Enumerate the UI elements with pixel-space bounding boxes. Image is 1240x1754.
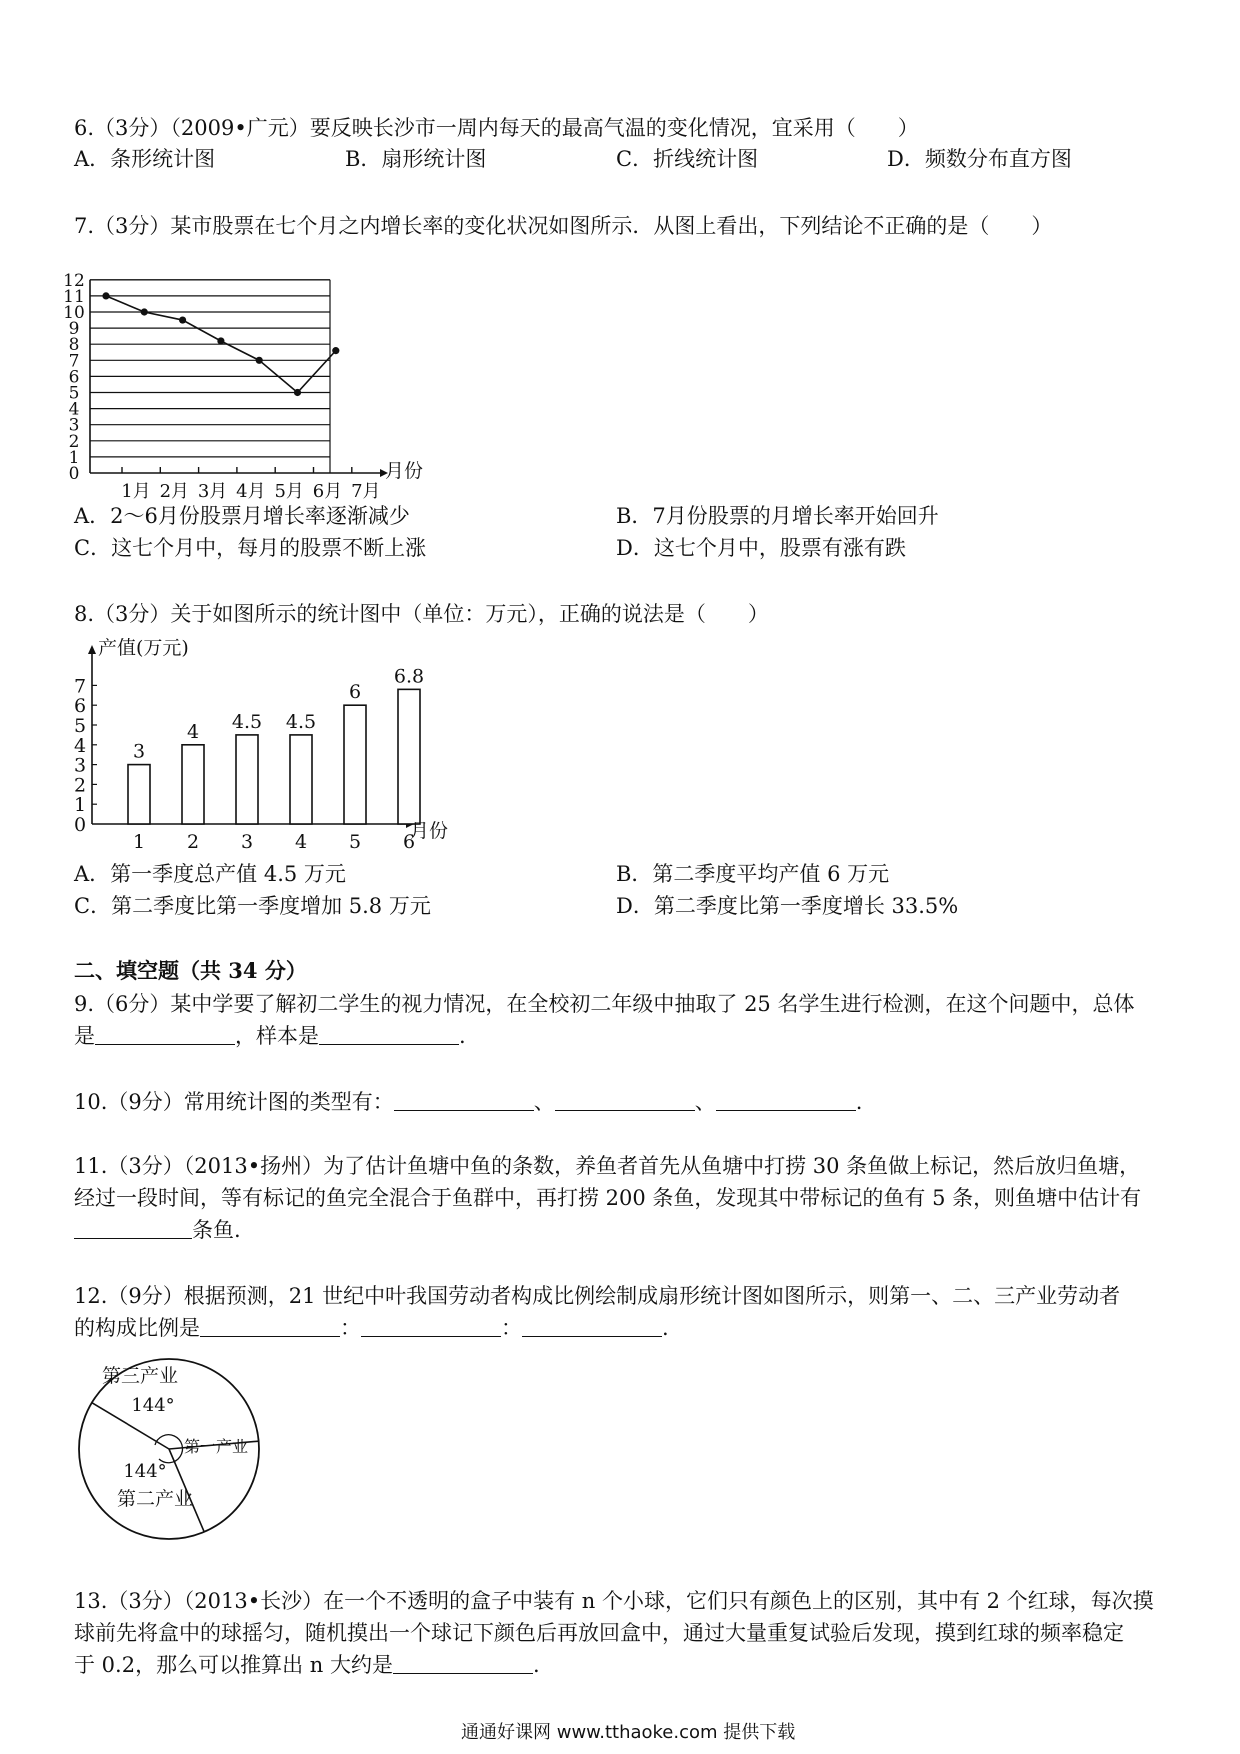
q6-option-b: B．扇形统计图 <box>345 147 487 171</box>
q9-line-1: 9.（6分）某中学要了解初二学生的视力情况，在全校初二年级中抽取了 25 名学生进行检测，在这个问题中，总体 <box>74 992 1135 1016</box>
bar-chart-y-arrow <box>88 645 96 654</box>
bar-chart-data-label: 6.8 <box>393 665 425 688</box>
bar-chart-y-tick: 3 <box>73 754 87 777</box>
pie-angle-secondary: 144° <box>123 1461 167 1482</box>
q8-stem: 8.（3分）关于如图所示的统计图中（单位：万元），正确的说法是（ ） <box>74 602 769 626</box>
bar-chart-data-label: 3 <box>132 740 146 763</box>
q12-line-1: 12.（9分）根据预测，21 世纪中叶我国劳动者构成比例绘制成扇形统计图如图所示，则第一、二、三产业劳动者 <box>74 1284 1121 1308</box>
line-chart-x-tick-label: 5月 <box>274 481 304 502</box>
q10-blank-1[interactable] <box>394 1090 534 1111</box>
q11-line-1: 11.（3分）（2013•扬州）为了估计鱼塘中鱼的条数，养鱼者首先从鱼塘中打捞 30 条鱼做上标记，然后放归鱼塘， <box>74 1154 1141 1178</box>
line-chart-x-tick-label: 7月 <box>351 481 381 502</box>
bar-chart-y-tick: 0 <box>73 814 87 836</box>
line-chart-point <box>102 292 109 299</box>
q13-blank[interactable] <box>393 1653 533 1674</box>
q7-option-a: A．2～6月份股票月增长率逐渐减少 <box>74 504 410 528</box>
q11-line-3 <box>74 1214 241 1244</box>
q8-bar-chart <box>60 630 460 853</box>
q9-blank-population[interactable] <box>95 1024 235 1045</box>
q6-option-c: C．折线统计图 <box>616 147 759 171</box>
q9-text-c: . <box>459 1024 466 1048</box>
q8-option-a: A．第一季度总产值 4.5 万元 <box>74 862 346 886</box>
q12-sep-2: ： <box>501 1316 522 1340</box>
q12-blank-3[interactable] <box>522 1316 662 1337</box>
bar-chart-x-tick-label: 4 <box>294 831 308 853</box>
bar-chart-y-tick: 4 <box>73 734 87 757</box>
q13-text: 于 0.2，那么可以推算出 n 大约是 <box>74 1653 393 1677</box>
bar-chart-x-tick-label: 3 <box>240 831 254 853</box>
line-chart-x-tick-label: 6月 <box>312 481 343 502</box>
bar-chart-bar <box>128 765 150 824</box>
q9-line-2 <box>74 1020 466 1050</box>
q11-blank[interactable] <box>74 1218 192 1239</box>
pie-label-secondary: 第二产业 <box>116 1488 194 1510</box>
q7-line-chart <box>55 245 424 505</box>
q11-text: 条鱼. <box>192 1218 241 1242</box>
bar-chart-y-tick: 2 <box>73 774 87 797</box>
q8-option-d: D．第二季度比第一季度增长 33.5% <box>616 894 959 918</box>
bar-chart-data-label: 4 <box>186 720 200 743</box>
q9-text-a: 是 <box>74 1024 95 1048</box>
bar-chart-x-tick-label: 5 <box>348 831 362 853</box>
pie-label-tertiary: 第三产业 <box>101 1365 179 1387</box>
bar-chart-data-label: 6 <box>348 681 362 704</box>
q6-option-a: A．条形统计图 <box>74 147 216 171</box>
page-footer: 通通好课网 www.tthaoke.com 提供下载 <box>461 1722 796 1743</box>
line-chart-y-tick: 4 <box>68 399 80 420</box>
line-chart-y-tick: 8 <box>68 335 80 356</box>
line-chart-point <box>141 308 148 315</box>
bar-chart-bar <box>344 705 366 824</box>
line-chart-y-tick: 10 <box>63 303 85 323</box>
line-chart-y-tick: 9 <box>68 319 80 340</box>
q7-option-b: B．7月份股票的月增长率开始回升 <box>616 504 939 528</box>
line-chart-point <box>294 389 301 396</box>
q12-text: 的构成比例是 <box>74 1316 200 1340</box>
line-chart-point <box>179 316 186 323</box>
q12-line-2 <box>74 1312 669 1342</box>
q13-end: . <box>532 1653 540 1677</box>
line-chart-x-tick-label: 4月 <box>236 481 266 502</box>
line-chart-point <box>332 347 339 354</box>
line-chart-y-tick: 12 <box>63 270 85 291</box>
q12-blank-2[interactable] <box>361 1316 501 1337</box>
pie-angle-tertiary: 144° <box>131 1395 175 1416</box>
bar-chart-bar <box>182 745 204 824</box>
line-chart-y-tick: 6 <box>68 367 80 388</box>
line-chart-x-tick-label: 2月 <box>159 481 190 502</box>
line-chart-y-tick: 11 <box>63 286 85 307</box>
bar-chart-y-tick: 7 <box>73 675 87 698</box>
bar-chart-bars <box>128 689 420 824</box>
q12-end: . <box>662 1316 669 1340</box>
bar-chart-y-tick: 1 <box>73 794 87 817</box>
q10-sep-1: 、 <box>533 1090 555 1114</box>
q12-blank-1[interactable] <box>200 1316 340 1337</box>
line-chart-x-axis-label: 月份 <box>385 460 424 482</box>
q7-option-d: D．这七个月中，股票有涨有跌 <box>616 536 906 560</box>
q13-line-2: 球前先将盒中的球摇匀，随机摸出一个球记下颜色后再放回盒中，通过大量重复试验后发现，摸到红球的频率稳定 <box>74 1621 1124 1645</box>
q10-text: 10.（9分）常用统计图的类型有： <box>74 1090 394 1114</box>
line-chart-y-tick: 1 <box>68 447 80 468</box>
bar-chart-x-tick-label: 2 <box>186 831 200 853</box>
q7-option-c: C．这七个月中，每月的股票不断上涨 <box>74 536 427 560</box>
q10-sep-2: 、 <box>694 1090 716 1114</box>
q11-line-2: 经过一段时间，等有标记的鱼完全混合于鱼群中，再打捞 200 条鱼，发现其中带标记的鱼有 5 条，则鱼塘中估计有 <box>74 1186 1142 1210</box>
q6-option-d: D．频数分布直方图 <box>887 147 1072 171</box>
line-chart-grid <box>90 280 388 477</box>
q6-stem: 6.（3分）（2009•广元）要反映长沙市一周内每天的最高气温的变化情况，宜采用（ ） <box>74 116 919 140</box>
q8-option-c: C．第二季度比第一季度增加 5.8 万元 <box>74 894 431 918</box>
section-title: 二、填空题（共 34 分） <box>74 958 307 983</box>
line-chart-y-tick: 3 <box>68 415 80 436</box>
bar-chart-x-tick-label: 1 <box>132 831 146 853</box>
line-chart-y-tick: 7 <box>68 351 80 372</box>
q9-blank-sample[interactable] <box>319 1024 459 1045</box>
bar-chart-data-labels <box>133 665 424 762</box>
bar-chart-y-tick: 5 <box>73 715 87 737</box>
line-chart-y-tick: 0 <box>68 464 80 484</box>
bar-chart-y-axis-label: 产值(万元) <box>98 637 189 659</box>
bar-chart-data-label: 4.5 <box>231 710 263 733</box>
q13-line-1: 13.（3分）（2013•长沙）在一个不透明的盒子中装有 n 个小球，它们只有颜色上的区别，其中有 2 个红球，每次摸 <box>74 1589 1154 1613</box>
q13-line-3 <box>74 1649 540 1679</box>
q9-text-b: ，样本是 <box>235 1024 319 1048</box>
q8-option-b: B．第二季度平均产值 6 万元 <box>616 862 890 886</box>
bar-chart-data-label: 4.5 <box>285 710 317 733</box>
bar-chart-y-tick: 6 <box>73 695 87 718</box>
line-chart-x-tick-label: 3月 <box>197 481 228 502</box>
line-chart-x-tick-label: 1月 <box>121 481 151 502</box>
q12-sep-1: ： <box>340 1316 361 1340</box>
bar-chart-x-ticks <box>133 831 415 853</box>
bar-chart-x-tick-label: 6 <box>402 831 416 853</box>
bar-chart-bar <box>398 689 420 824</box>
bar-chart-bar <box>236 735 258 824</box>
bar-chart-y-ticks <box>74 675 97 836</box>
bar-chart-x-axis-label: 月份 <box>410 820 449 842</box>
line-chart-point <box>256 357 263 364</box>
bar-chart-bar <box>290 735 312 824</box>
q12-pie-chart <box>70 1355 270 1545</box>
q10-end: . <box>855 1090 863 1114</box>
q7-stem: 7.（3分）某市股票在七个月之内增长率的变化状况如图所示．从图上看出，下列结论不正确的是（ ） <box>74 214 1053 238</box>
q10-line <box>74 1086 862 1116</box>
line-chart-y-ticks <box>63 271 85 484</box>
line-chart-y-tick: 5 <box>68 383 80 404</box>
line-chart-y-tick: 2 <box>68 431 80 452</box>
line-chart-point <box>217 337 224 344</box>
q10-blank-3[interactable] <box>716 1090 856 1111</box>
q10-blank-2[interactable] <box>555 1090 695 1111</box>
pie-label-primary: 第一产业 <box>183 1437 249 1456</box>
